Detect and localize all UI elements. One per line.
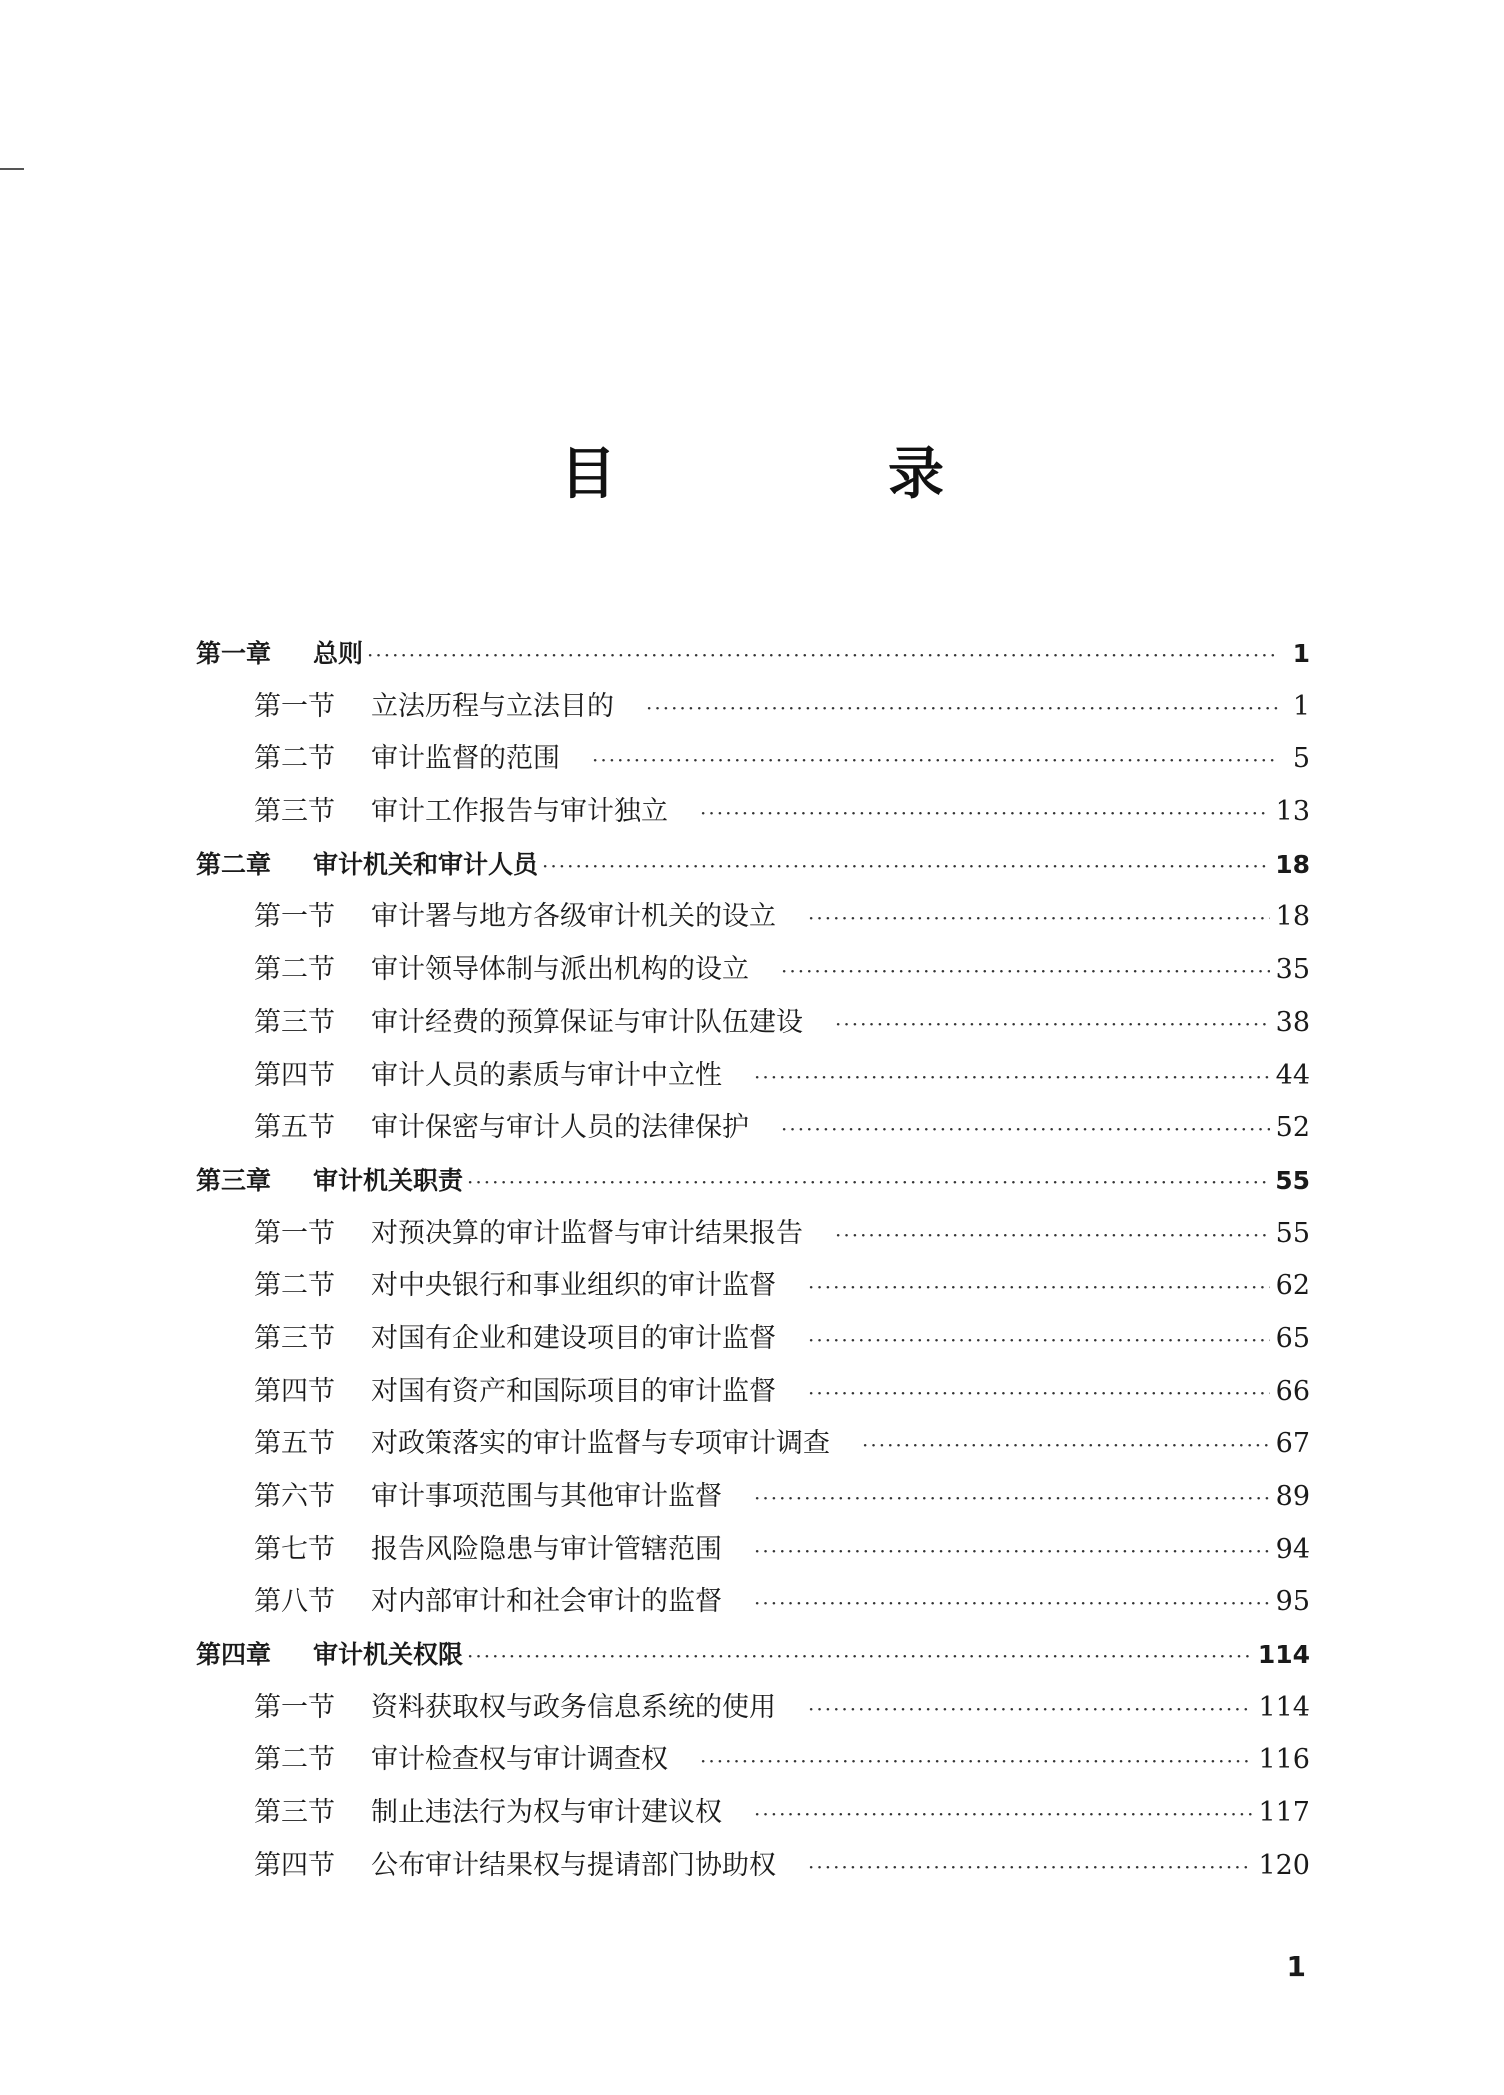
toc-section-entry[interactable] [196,1524,1310,1577]
section-page-number: 35 [1275,954,1310,986]
section-title: 对政策落实的审计监督与专项审计调查 [371,1428,830,1460]
chapter-number: 第四章 [196,1640,272,1670]
section-page-number: 38 [1275,1006,1310,1038]
chapter-page-number: 1 [1292,639,1310,668]
toc-section-entry[interactable] [196,1102,1310,1155]
page-title: 目 录 [560,442,1052,507]
section-number: 第四节 [254,1375,335,1407]
section-title: 审计领导体制与派出机构的设立 [371,954,749,986]
section-title: 审计监督的范围 [371,743,560,775]
dot-leader [754,1577,1270,1630]
dot-leader [754,1525,1270,1578]
chapter-number: 第一章 [196,639,272,668]
dot-leader [467,1156,1269,1209]
section-page-number: 89 [1275,1481,1310,1512]
toc-section-entry[interactable] [196,1313,1310,1366]
toc-section-entry[interactable] [196,1682,1310,1735]
section-page-number: 62 [1275,1270,1310,1302]
dot-leader [808,892,1270,945]
chapter-page-number: 114 [1257,1640,1310,1670]
section-title: 立法历程与立法目的 [371,690,614,722]
section-number: 第五节 [254,1112,335,1144]
section-number: 第五节 [254,1428,335,1460]
chapter-number: 第二章 [196,849,272,879]
section-title: 制止违法行为权与审计建议权 [371,1797,722,1829]
section-number: 第三节 [254,1006,335,1038]
dot-leader [781,1103,1270,1156]
toc-section-entry[interactable] [196,1418,1310,1471]
toc-section-entry[interactable] [196,1208,1310,1261]
page-number: 1 [1286,1950,1306,1983]
dot-leader [754,1051,1270,1104]
toc-section-entry[interactable] [196,681,1310,734]
toc-section-entry[interactable] [196,1787,1310,1840]
section-title: 对内部审计和社会审计的监督 [371,1586,722,1618]
dot-leader [700,787,1270,840]
section-title: 审计事项范围与其他审计监督 [371,1481,722,1512]
section-number: 第四节 [254,1849,335,1881]
section-title: 对国有资产和国际项目的审计监督 [371,1375,776,1407]
toc-section-entry[interactable] [196,891,1310,944]
section-title: 资料获取权与政务信息系统的使用 [371,1691,776,1723]
chapter-title: 审计机关和审计人员 [313,849,539,879]
toc-chapter-entry[interactable] [196,1629,1310,1682]
toc-section-entry[interactable] [196,1050,1310,1103]
table-of-contents [196,628,1310,1893]
dot-leader [367,629,1278,682]
dot-leader [467,1630,1252,1683]
section-page-number: 13 [1275,796,1310,828]
dot-leader [835,998,1270,1051]
section-page-number: 94 [1275,1533,1310,1565]
section-number: 第三节 [254,796,335,828]
chapter-page-number: 55 [1275,1165,1310,1195]
section-number: 第一节 [254,690,335,722]
toc-chapter-entry[interactable] [196,628,1310,681]
dot-leader [542,840,1269,893]
section-title: 审计保密与审计人员的法律保护 [371,1112,749,1144]
section-number: 第八节 [254,1586,335,1618]
dot-leader [835,1209,1270,1262]
section-number: 第一节 [254,1217,335,1249]
section-page-number: 120 [1258,1849,1310,1881]
section-number: 第二节 [254,954,335,986]
section-number: 第二节 [254,743,335,775]
section-number: 第三节 [254,1797,335,1829]
section-page-number: 67 [1275,1428,1310,1460]
section-number: 第二节 [254,1744,335,1776]
section-number: 第一节 [254,1691,335,1723]
dot-leader [646,682,1278,735]
section-title: 公布审计结果权与提请部门协助权 [371,1849,776,1881]
section-page-number: 65 [1275,1322,1310,1354]
section-title: 对中央银行和事业组织的审计监督 [371,1270,776,1302]
toc-section-entry[interactable] [196,1734,1310,1787]
section-page-number: 114 [1258,1691,1310,1723]
section-title: 对国有企业和建设项目的审计监督 [371,1322,776,1354]
toc-section-entry[interactable] [196,997,1310,1050]
section-title: 审计经费的预算保证与审计队伍建设 [371,1006,803,1038]
section-page-number: 52 [1275,1112,1310,1144]
section-title: 审计署与地方各级审计机关的设立 [371,901,776,933]
dot-leader [754,1472,1270,1525]
chapter-title: 总则 [313,639,364,668]
toc-section-entry[interactable] [196,944,1310,997]
dot-leader [808,1683,1252,1736]
section-page-number: 66 [1275,1375,1310,1407]
section-page-number: 95 [1275,1586,1310,1618]
section-page-number: 116 [1258,1744,1310,1776]
toc-section-entry[interactable] [196,1576,1310,1629]
dot-leader [592,734,1278,787]
section-title: 审计检查权与审计调查权 [371,1744,668,1776]
chapter-title: 审计机关职责 [313,1165,464,1195]
toc-chapter-entry[interactable] [196,1155,1310,1208]
section-number: 第七节 [254,1533,335,1565]
section-page-number: 1 [1292,690,1310,722]
section-title: 审计人员的素质与审计中立性 [371,1059,722,1091]
section-title: 报告风险隐患与审计管辖范围 [371,1533,722,1565]
section-number: 第六节 [254,1481,335,1512]
dot-leader [808,1261,1270,1314]
section-page-number: 44 [1275,1059,1310,1091]
section-number: 第二节 [254,1270,335,1302]
dot-leader [754,1788,1252,1841]
section-title: 审计工作报告与审计独立 [371,796,668,828]
section-title: 对预决算的审计监督与审计结果报告 [371,1217,803,1249]
crop-mark [0,168,24,170]
dot-leader [808,1841,1252,1894]
toc-section-entry[interactable] [196,1260,1310,1313]
toc-section-entry[interactable] [196,733,1310,786]
toc-section-entry[interactable] [196,1366,1310,1419]
section-page-number: 5 [1292,743,1310,775]
dot-leader [700,1735,1252,1788]
section-number: 第四节 [254,1059,335,1091]
section-page-number: 18 [1275,901,1310,933]
toc-section-entry[interactable] [196,786,1310,839]
dot-leader [808,1367,1270,1420]
section-number: 第一节 [254,901,335,933]
toc-section-entry[interactable] [196,1840,1310,1893]
section-number: 第三节 [254,1322,335,1354]
chapter-number: 第三章 [196,1165,272,1195]
toc-chapter-entry[interactable] [196,839,1310,892]
dot-leader [808,1314,1270,1367]
dot-leader [781,945,1270,998]
section-page-number: 117 [1258,1797,1310,1829]
chapter-title: 审计机关权限 [313,1640,464,1670]
dot-leader [862,1419,1270,1472]
toc-section-entry[interactable] [196,1471,1310,1524]
chapter-page-number: 18 [1275,849,1310,879]
section-page-number: 55 [1275,1217,1310,1249]
